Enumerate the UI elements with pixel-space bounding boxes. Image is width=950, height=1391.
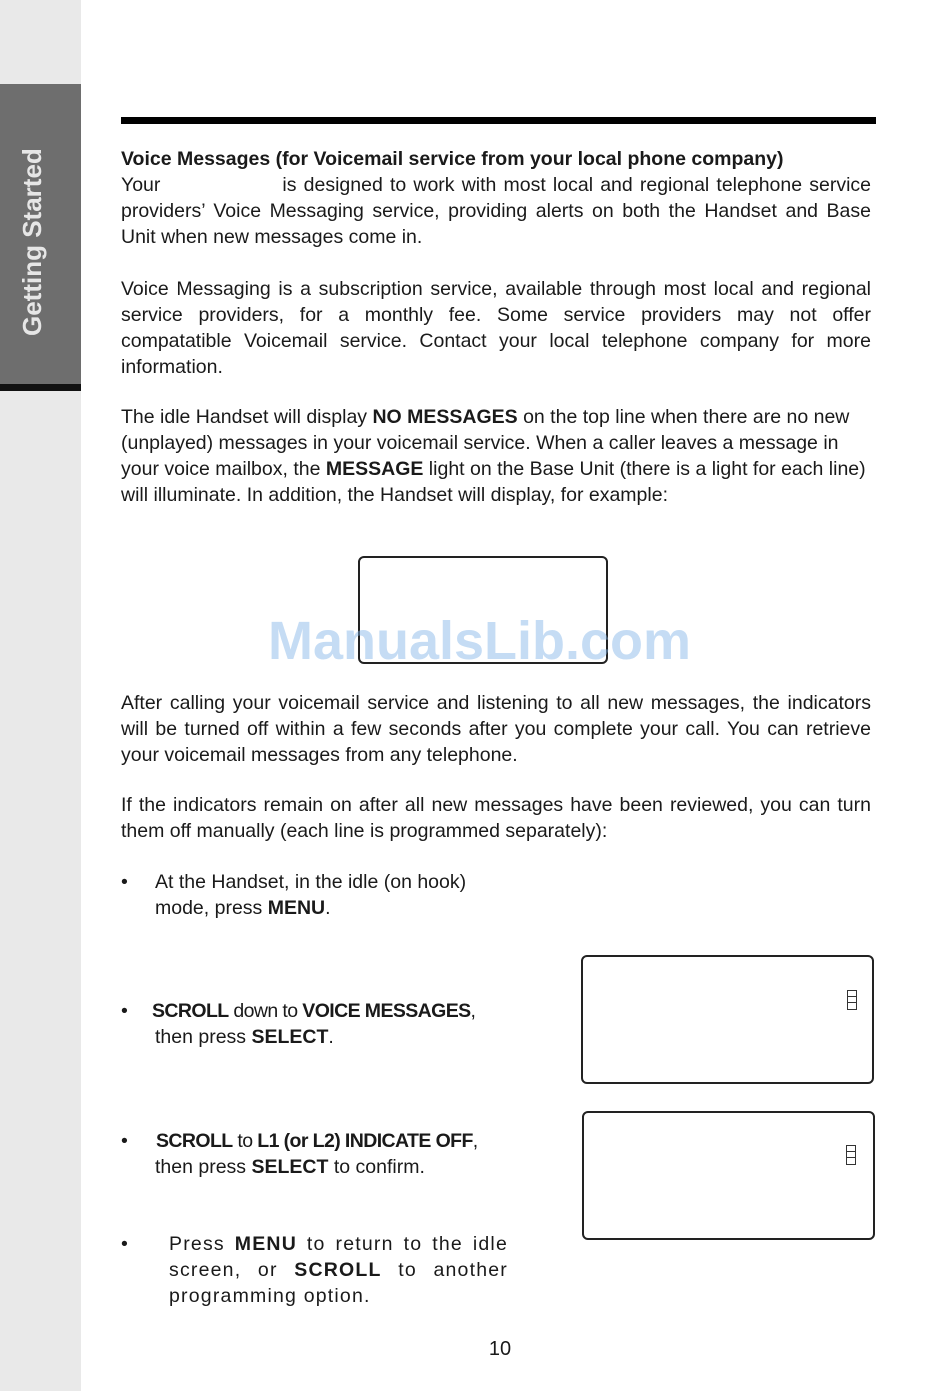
step-return-idle: Press MENU to return to the idle screen, or SCROLL to another programming option. [169,1233,509,1307]
lcd-segment-icon [846,1145,856,1165]
handset-display-voice-messages [581,955,874,1084]
step-scroll-indicate-off-line2: then press SELECT to confirm. [155,1156,425,1178]
bullet-marker: • [121,1130,128,1152]
bullet-marker: • [121,1233,128,1255]
bullet-marker: • [121,1000,128,1022]
bullet-marker: • [121,871,128,893]
lcd-segment-icon [847,990,857,1010]
manual-off-paragraph: If the indicators remain on after all new messages have been reviewed, you can turn them off manually (each line is programmed separately): [121,794,871,842]
watermark: ManualsLib.com [268,611,692,671]
page-number: 10 [488,1338,512,1360]
step-scroll-voice-messages-line2: then press SELECT. [155,1026,334,1048]
step-menu: At the Handset, in the idle (on hook) mode, press MENU. [155,871,467,919]
step-scroll-voice-messages: SCROLL down to VOICE MESSAGES, [152,1000,476,1022]
section-heading: Voice Messages (for Voicemail service from your local phone company) [121,148,784,170]
section-tab-underline [0,384,81,391]
after-calling-paragraph: After calling your voicemail service and listening to all new messages, the indicators will be turned off within a few seconds after you complete your call. You can retrieve your voicemail messages from any telephone. [121,692,871,766]
step-scroll-indicate-off: SCROLL to L1 (or L2) INDICATE OFF, [156,1130,478,1152]
intro-paragraph: Your is designed to work with most local and regional telephone service providers’ Voice Messaging service, providing alerts on both the Handset and Base Unit when new messages come in. [121,174,871,248]
idle-display-paragraph: The idle Handset will display NO MESSAGES on the top line when there are no new (unplayed) messages in your voicemail service. When a caller leaves a message in your voice mailbox, the MESSAGE light on the Base Unit (there is a light for each line) will illuminate. In addition, the Handset will display, for example: [121,406,866,506]
section-tab-label: Getting Started [17,148,47,336]
subscription-paragraph: Voice Messaging is a subscription service, available through most local and regional service providers, for a monthly fee. Some service providers may not offer compatatible Voicemail service. Contact your local telephone company for more information. [121,278,871,378]
header-rule [121,117,876,124]
handset-display-indicate-off [582,1111,875,1240]
